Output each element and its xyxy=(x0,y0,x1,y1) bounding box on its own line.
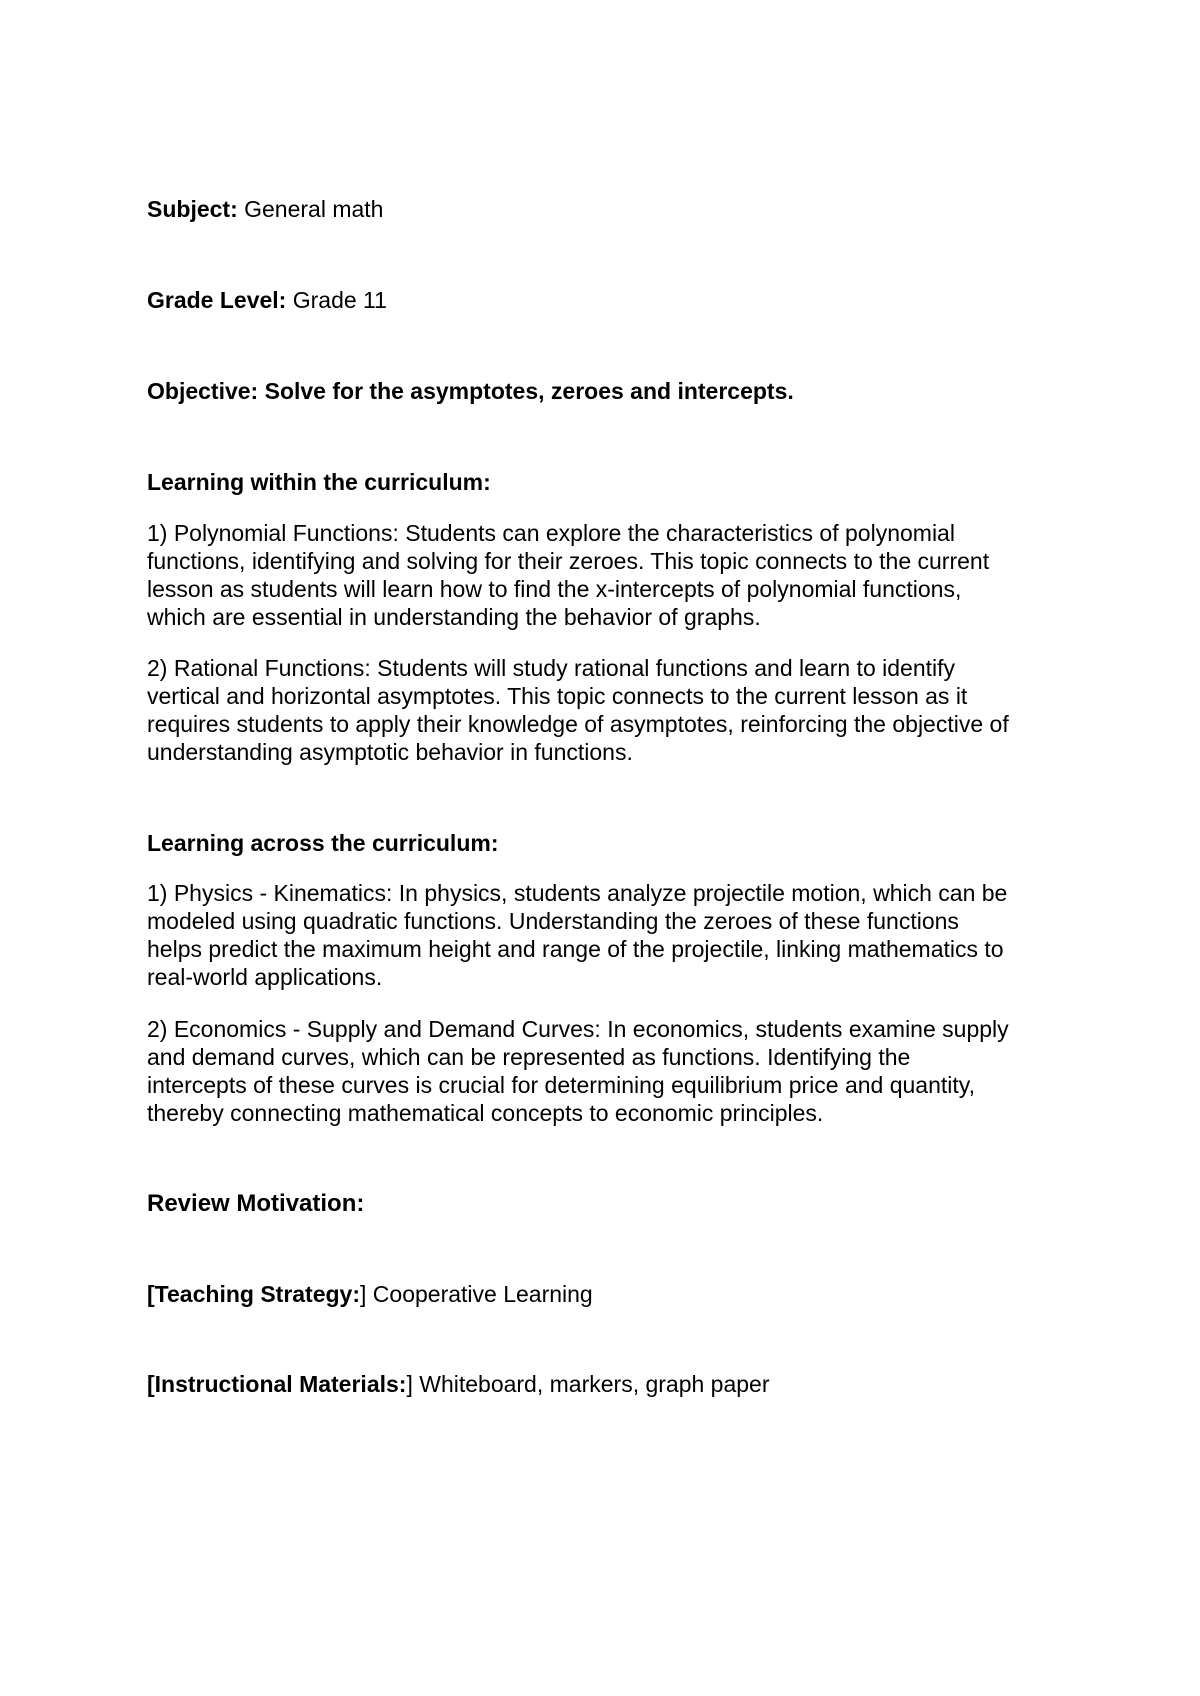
teaching-strategy-bracket-close: ] xyxy=(360,1281,367,1307)
paragraph-line: 2) Economics - Supply and Demand Curves: In economics, students examine supply xyxy=(147,1016,1009,1042)
paragraph-line: and demand curves, which can be represented as functions. Identifying the xyxy=(147,1044,911,1070)
paragraph-line: real-world applications. xyxy=(147,964,383,990)
instructional-materials-bracket-open: [ xyxy=(147,1371,155,1397)
paragraph-line: modeled using quadratic functions. Understanding the zeroes of these functions xyxy=(147,908,959,934)
instructional-materials-line xyxy=(147,1370,770,1398)
paragraph-line: 2) Rational Functions: Students will study rational functions and learn to identify xyxy=(147,655,955,681)
paragraph-line: 1) Physics - Kinematics: In physics, students analyze projectile motion, which can be xyxy=(147,880,1008,906)
grade-level-value: Grade 11 xyxy=(286,287,387,313)
across-item-1 xyxy=(147,879,1077,991)
across-item-2 xyxy=(147,1015,1077,1127)
objective-label: Objective: xyxy=(147,378,259,404)
paragraph-line: which are essential in understanding the behavior of graphs. xyxy=(147,604,761,630)
subject-label: Subject: xyxy=(147,196,238,222)
paragraph-line: understanding asymptotic behavior in functions. xyxy=(147,739,633,765)
within-curriculum-heading: Learning within the curriculum: xyxy=(147,469,491,495)
instructional-materials-value: Whiteboard, markers, graph paper xyxy=(412,1371,770,1397)
subject-line xyxy=(147,195,383,223)
objective-value: Solve for the asymptotes, zeroes and intercepts. xyxy=(258,378,794,404)
teaching-strategy-bracket-open: [ xyxy=(147,1281,155,1307)
paragraph-line: vertical and horizontal asymptotes. This topic connects to the current lesson as it xyxy=(147,683,968,709)
paragraph-line: thereby connecting mathematical concepts to economic principles. xyxy=(147,1100,824,1126)
subject-value: General math xyxy=(237,196,384,222)
grade-level-label: Grade Level: xyxy=(147,287,287,313)
review-motivation-heading: Review Motivation: xyxy=(147,1190,365,1217)
paragraph-line: intercepts of these curves is crucial for determining equilibrium price and quantity, xyxy=(147,1072,975,1098)
instructional-materials-bracket-close: ] xyxy=(406,1371,413,1397)
teaching-strategy-label: Teaching Strategy: xyxy=(154,1281,361,1307)
paragraph-line: lesson as students will learn how to find the x-intercepts of polynomial functions, xyxy=(147,576,962,602)
across-curriculum-heading: Learning across the curriculum: xyxy=(147,830,499,856)
paragraph-line: helps predict the maximum height and range of the projectile, linking mathematics to xyxy=(147,936,1004,962)
instructional-materials-label: Instructional Materials: xyxy=(154,1371,407,1397)
grade-level-line xyxy=(147,286,387,314)
paragraph-line: functions, identifying and solving for their zeroes. This topic connects to the current xyxy=(147,548,990,574)
paragraph-line: requires students to apply their knowledge of asymptotes, reinforcing the objective of xyxy=(147,711,1009,737)
objective-line xyxy=(147,377,794,405)
teaching-strategy-line xyxy=(147,1280,593,1308)
within-item-1 xyxy=(147,519,1077,631)
teaching-strategy-value: Cooperative Learning xyxy=(366,1281,593,1307)
within-item-2 xyxy=(147,654,1077,766)
paragraph-line: 1) Polynomial Functions: Students can explore the characteristics of polynomial xyxy=(147,520,955,546)
